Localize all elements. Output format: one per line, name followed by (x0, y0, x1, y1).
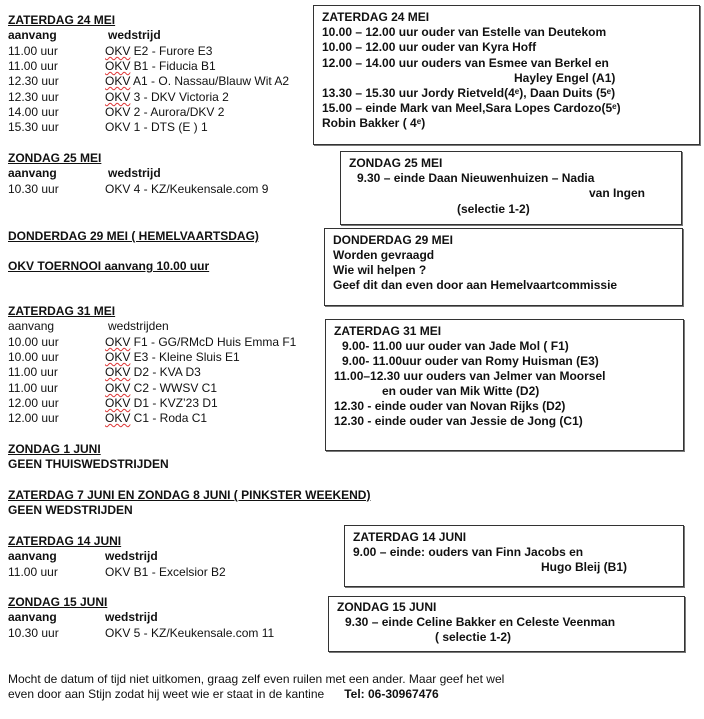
match-row (105, 381, 217, 396)
match-time: 15.30 uur (8, 120, 59, 134)
match-text: 2 - Aurora/DKV 2 (130, 105, 225, 119)
okv-toernooi: OKV TOERNOOI aanvang 10.00 uur (8, 259, 210, 273)
match-time: 12.30 uur (8, 90, 59, 104)
team-okv: OKV (105, 335, 131, 349)
match-time: 12.00 uur (8, 411, 59, 425)
match-time: 10.30 uur (8, 626, 59, 640)
box-line: Worden gevraagd (333, 248, 435, 262)
footer-note-text: even door aan Stijn zodat hij weet wie er staat in de kantine (8, 687, 325, 701)
label-wedstrijden: wedstrijden (108, 319, 169, 333)
heading-zaterdag-14-juni: ZATERDAG 14 JUNI (8, 534, 122, 548)
match-time: 10.00 uur (8, 335, 59, 349)
team-okv: OKV (105, 381, 131, 395)
match-row (105, 44, 212, 59)
match-row (105, 335, 296, 350)
team-okv: OKV (105, 74, 131, 88)
team-okv: OKV (105, 105, 131, 119)
match-row (105, 411, 207, 426)
label-wedstrijd: wedstrijd (105, 549, 158, 563)
label-aanvang: aanvang (8, 610, 57, 624)
box-line: 12.00 – 14.00 uur ouders van Esmee van Berkel en (322, 56, 609, 70)
box-line: 9.00 – einde: ouders van Finn Jacobs en (353, 545, 584, 559)
match-text: F1 - GG/RMcD Huis Emma F1 (130, 335, 297, 349)
label-aanvang: aanvang (8, 28, 57, 42)
label-aanvang: aanvang (8, 549, 57, 563)
heading-zondag-15-juni: ZONDAG 15 JUNI (8, 595, 108, 609)
team-okv: OKV (105, 44, 131, 58)
box-heading: ZONDAG 15 JUNI (337, 600, 437, 614)
box-line: 12.30 - einde ouder van Novan Rijks (D2) (334, 399, 566, 413)
match-row (105, 396, 218, 411)
match-text: D2 - KVA D3 (130, 365, 201, 379)
match-time: 10.30 uur (8, 182, 59, 196)
match-text: OKV 4 - KZ/Keukensale.com 9 (105, 182, 269, 196)
box-line: 9.00- 11.00 uur ouder van Jade Mol ( F1) (342, 339, 569, 353)
box-line: 9.30 – einde Daan Nieuwenhuizen – Nadia (357, 171, 595, 185)
box-zaterdag-31-mei (325, 319, 684, 451)
label-wedstrijd: wedstrijd (108, 28, 161, 42)
match-text: C1 - Roda C1 (130, 411, 208, 425)
heading-zaterdag-31-mei: ZATERDAG 31 MEI (8, 304, 116, 318)
box-heading: DONDERDAG 29 MEI (333, 233, 454, 247)
heading-zondag-25-mei: ZONDAG 25 MEI (8, 151, 102, 165)
match-row (105, 350, 240, 365)
footer-note-line-1: Mocht de datum of tijd niet uitkomen, graag zelf even ruilen met een ander. Maar geef het wel (8, 672, 505, 686)
match-row (105, 59, 216, 74)
match-text: E2 - Furore E3 (130, 44, 213, 58)
box-line: 10.00 – 12.00 uur ouder van Estelle van Deutekom (322, 25, 607, 39)
label-wedstrijd: wedstrijd (105, 610, 158, 624)
match-time: 11.00 uur (8, 59, 58, 73)
match-row (105, 74, 289, 89)
heading-pinkster-weekend: ZATERDAG 7 JUNI EN ZONDAG 8 JUNI ( PINKSTER WEEKEND) (8, 488, 371, 502)
box-line: 9.00- 11.00uur ouder van Romy Huisman (E3) (342, 354, 599, 368)
box-zondag-15-juni (328, 596, 685, 652)
box-zondag-25-mei (340, 151, 682, 225)
box-line: Geef dit dan even door aan Hemelvaartcommissie (333, 278, 618, 292)
box-heading: ZATERDAG 31 MEI (334, 324, 442, 338)
match-text: E3 - Kleine Sluis E1 (130, 350, 240, 364)
match-time: 11.00 uur (8, 381, 58, 395)
geen-thuiswedstrijden: GEEN THUISWEDSTRIJDEN (8, 457, 169, 471)
team-okv: OKV (105, 396, 131, 410)
match-row (105, 90, 229, 105)
box-heading: ZONDAG 25 MEI (349, 156, 443, 170)
telephone-number: Tel: 06-30967476 (344, 687, 439, 701)
match-text: OKV B1 - Excelsior B2 (105, 565, 226, 579)
box-line: 13.30 – 15.30 uur Jordy Rietveld(4ᵉ), Daan Duits (5ᵉ) (322, 86, 616, 100)
box-heading: ZATERDAG 14 JUNI (353, 530, 467, 544)
match-time: 12.00 uur (8, 396, 59, 410)
team-okv: OKV (105, 411, 131, 425)
match-time: 12.30 uur (8, 74, 59, 88)
team-okv: OKV (105, 59, 131, 73)
label-aanvang: aanvang (8, 319, 55, 333)
box-line: Wie wil helpen ? (333, 263, 427, 277)
heading-zondag-1-juni: ZONDAG 1 JUNI (8, 442, 101, 456)
box-line: 11.00–12.30 uur ouders van Jelmer van Moorsel (334, 369, 606, 383)
box-donderdag-29-mei (324, 228, 683, 306)
team-okv: OKV (105, 120, 131, 134)
match-row (105, 120, 208, 135)
box-zaterdag-24-mei (313, 5, 700, 145)
box-line: Hugo Bleij (B1) (541, 560, 627, 574)
box-line: 12.30 - einde ouder van Jessie de Jong (C1) (334, 414, 583, 428)
box-line: 9.30 – einde Celine Bakker en Celeste Veenman (345, 615, 616, 629)
match-time: 10.00 uur (8, 350, 59, 364)
match-text: 1 - DTS (E ) 1 (130, 120, 208, 134)
match-text: 3 - DKV Victoria 2 (130, 90, 229, 104)
match-time: 14.00 uur (8, 105, 59, 119)
box-line: 10.00 – 12.00 uur ouder van Kyra Hoff (322, 40, 537, 54)
match-text: D1 - KVZ’23 D1 (130, 396, 218, 410)
label-aanvang: aanvang (8, 166, 57, 180)
match-time: 11.00 uur (8, 365, 58, 379)
box-line: van Ingen (589, 186, 646, 200)
box-line: Robin Bakker ( 4ᵉ) (322, 116, 426, 130)
team-okv: OKV (105, 350, 131, 364)
match-text: C2 - WWSV C1 (130, 381, 218, 395)
footer-note-line-2 (8, 687, 439, 702)
match-time: 11.00 uur (8, 44, 58, 58)
match-text: A1 - O. Nassau/Blauw Wit A2 (130, 74, 290, 88)
box-line: Hayley Engel (A1) (514, 71, 616, 85)
match-text: B1 - Fiducia B1 (130, 59, 216, 73)
match-time: 11.00 uur (8, 565, 58, 579)
match-row (105, 105, 224, 120)
team-okv: OKV (105, 365, 131, 379)
box-heading: ZATERDAG 24 MEI (322, 10, 430, 24)
box-line: 15.00 – einde Mark van Meel,Sara Lopes Cardozo(5ᵉ) (322, 101, 621, 115)
geen-wedstrijden: GEEN WEDSTRIJDEN (8, 503, 133, 517)
box-line: en ouder van Mik Witte (D2) (382, 384, 540, 398)
box-line: ( selectie 1-2) (435, 630, 512, 644)
match-text: OKV 5 - KZ/Keukensale.com 11 (105, 626, 275, 640)
box-line: (selectie 1-2) (457, 202, 530, 216)
box-zaterdag-14-juni (344, 525, 684, 587)
label-wedstrijd: wedstrijd (108, 166, 161, 180)
team-okv: OKV (105, 90, 131, 104)
match-row (105, 365, 201, 380)
heading-zaterdag-24-mei: ZATERDAG 24 MEI (8, 13, 116, 27)
heading-donderdag-29-mei: DONDERDAG 29 MEI ( HEMELVAARTSDAG) (8, 229, 259, 243)
